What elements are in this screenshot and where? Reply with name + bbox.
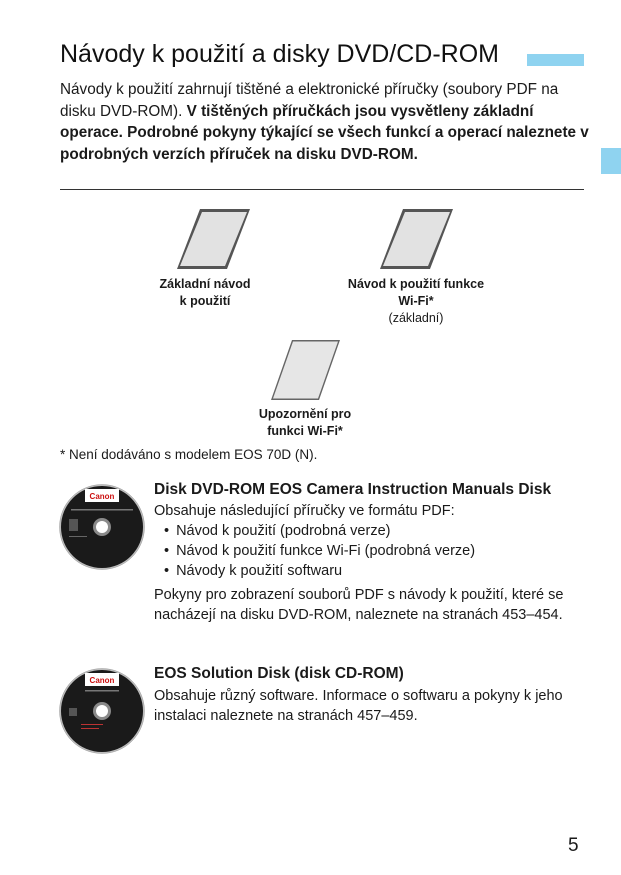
list-item: • Návod k použití funkce Wi-Fi (podrobná verze): [164, 541, 475, 561]
footnote: * Není dodáváno s modelem EOS 70D (N).: [60, 447, 318, 462]
title-accent-bar: [527, 54, 584, 66]
booklet-basic-icon: [176, 209, 252, 271]
page-number: 5: [568, 835, 579, 856]
manual-title: k použití: [179, 294, 231, 308]
cd-description: Obsahuje různý software. Informace o softwaru a pokyny k jeho instalaci naleznete na stranách 457–459.: [154, 688, 563, 724]
dvd-description: Obsahuje následující příručky ve formátu PDF:: [154, 503, 455, 519]
manual-title: Základní návod: [159, 277, 251, 291]
manual-title: funkci Wi-Fi*: [267, 424, 343, 438]
disc-brand-label: Canon: [89, 492, 115, 501]
intro-bold-text: V tištěných příručkách jsou vysvětleny základní operace. Podrobné pokyny týkající se všech funkcí a operací naleznete v podrobných verzích příruček na disku DVD-ROM.: [60, 102, 589, 163]
list-item: • Návod k použití (podrobná verze): [164, 521, 475, 541]
manual-label-basic: [115, 276, 295, 310]
manual-label-wifi: [326, 276, 506, 327]
booklet-wifi-icon: [379, 209, 455, 271]
intro-paragraph: [60, 79, 590, 165]
cd-title: EOS Solution Disk (disk CD-ROM): [154, 665, 404, 682]
page-title: Návody k použití a disky DVD/CD-ROM: [60, 40, 500, 68]
manual-title: Upozornění pro: [258, 407, 352, 421]
manual-label-warning: [215, 406, 395, 440]
intro-text: Návody k použití zahrnují tištěné a elektronické příručky (soubory PDF na disku DVD-ROM).: [60, 81, 559, 120]
dvd-disc-icon: [59, 484, 145, 570]
list-item: • Návody k použití softwaru: [164, 561, 475, 581]
dvd-contents-list: [164, 521, 475, 581]
cd-disc-icon: [59, 668, 145, 754]
dvd-title: Disk DVD-ROM EOS Camera Instruction Manuals Disk: [154, 481, 552, 498]
leaflet-wifi-warning-icon: [270, 340, 342, 402]
chapter-tab: [601, 148, 621, 174]
divider: [60, 189, 584, 190]
manual-title: Wi-Fi*: [398, 294, 434, 308]
manual-note: (základní): [388, 311, 444, 325]
disc-brand-label: Canon: [89, 676, 115, 685]
dvd-note: Pokyny pro zobrazení souborů PDF s návody k použití, které se nacházejí na disku DVD-ROM, naleznete na stranách 453–454.: [154, 587, 564, 623]
manual-title: Návod k použití funkce: [347, 277, 485, 291]
